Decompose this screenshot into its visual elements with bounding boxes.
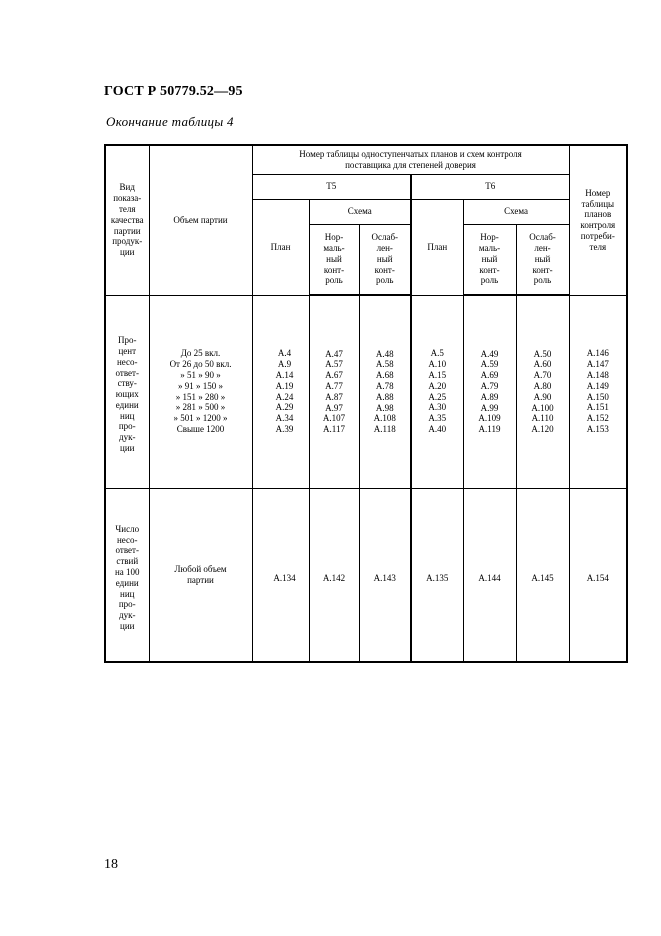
- header-t5-normal-control: Нор- маль- ный конт- роль: [309, 224, 359, 295]
- table-row: [105, 488, 627, 662]
- t5-plan-cell: А.134: [252, 488, 309, 662]
- lot-size-cell: Любой объем партии: [149, 488, 252, 662]
- table-row: [105, 295, 627, 488]
- consumer-cell: А.154: [569, 488, 627, 662]
- lot-size-cell: До 25 вкл. От 26 до 50 вкл. » 51 » 90 » » 91 » 150 » » 151 » 280 » » 281 » 500 » » 501 » 1200 » Свыше 1200: [149, 295, 252, 488]
- header-t6-normal-control: Нор- маль- ный конт- роль: [463, 224, 516, 295]
- header-t5: Т5: [252, 174, 411, 199]
- t5-plan-cell: А.4 А.9 А.14 А.19 А.24 А.29 А.34 А.39: [252, 295, 309, 488]
- sampling-plans-table: [104, 144, 628, 663]
- indicator-cell: Число несо- ответ- ствий на 100 едини ниц про- дук- ции: [105, 488, 149, 662]
- t5-reduced-cell: А.48 А.58 А.68 А.78 А.88 А.98 А.108 А.118: [359, 295, 411, 488]
- t5-normal-cell: А.47 А.57 А.67 А.77 А.87 А.97 А.107 А.117: [309, 295, 359, 488]
- header-supplier-plans-group: Номер таблицы одноступенчатых планов и схем контроля поставщика для степеней доверия: [252, 145, 569, 174]
- consumer-cell: А.146 А.147 А.148 А.149 А.150 А.151 А.152 А.153: [569, 295, 627, 488]
- header-t6-plan: План: [411, 199, 463, 295]
- t6-plan-cell: А.135: [411, 488, 463, 662]
- t6-normal-cell: А.49 А.59 А.69 А.79 А.89 А.99 А.109 А.119: [463, 295, 516, 488]
- t6-normal-cell: А.144: [463, 488, 516, 662]
- t6-reduced-cell: А.50 А.60 А.70 А.80 А.90 А.100 А.110 А.120: [516, 295, 569, 488]
- t5-normal-cell: А.142: [309, 488, 359, 662]
- header-t6: Т6: [411, 174, 569, 199]
- header-lot-size: Объем партии: [149, 145, 252, 295]
- header-indicator-type: Вид показа- теля качества партии продук- ции: [105, 145, 149, 295]
- header-t6-reduced-control: Ослаб- лен- ный конт- роль: [516, 224, 569, 295]
- header-t5-reduced-control: Ослаб- лен- ный конт- роль: [359, 224, 411, 295]
- document-code: ГОСТ Р 50779.52—95: [104, 84, 243, 99]
- header-t5-scheme: Схема: [309, 199, 411, 224]
- page-number: 18: [104, 857, 118, 872]
- t6-reduced-cell: А.145: [516, 488, 569, 662]
- table-caption: Окончание таблицы 4: [106, 114, 234, 129]
- header-t5-plan: План: [252, 199, 309, 295]
- header-consumer-plans: Номер таблицы планов контроля потреби- теля: [569, 145, 627, 295]
- t5-reduced-cell: А.143: [359, 488, 411, 662]
- t6-plan-cell: А.5 А.10 А.15 А.20 А.25 А.30 А.35 А.40: [411, 295, 463, 488]
- header-t6-scheme: Схема: [463, 199, 569, 224]
- indicator-cell: Про- цент несо- ответ- ству- ющих едини ниц про- дук- ции: [105, 295, 149, 488]
